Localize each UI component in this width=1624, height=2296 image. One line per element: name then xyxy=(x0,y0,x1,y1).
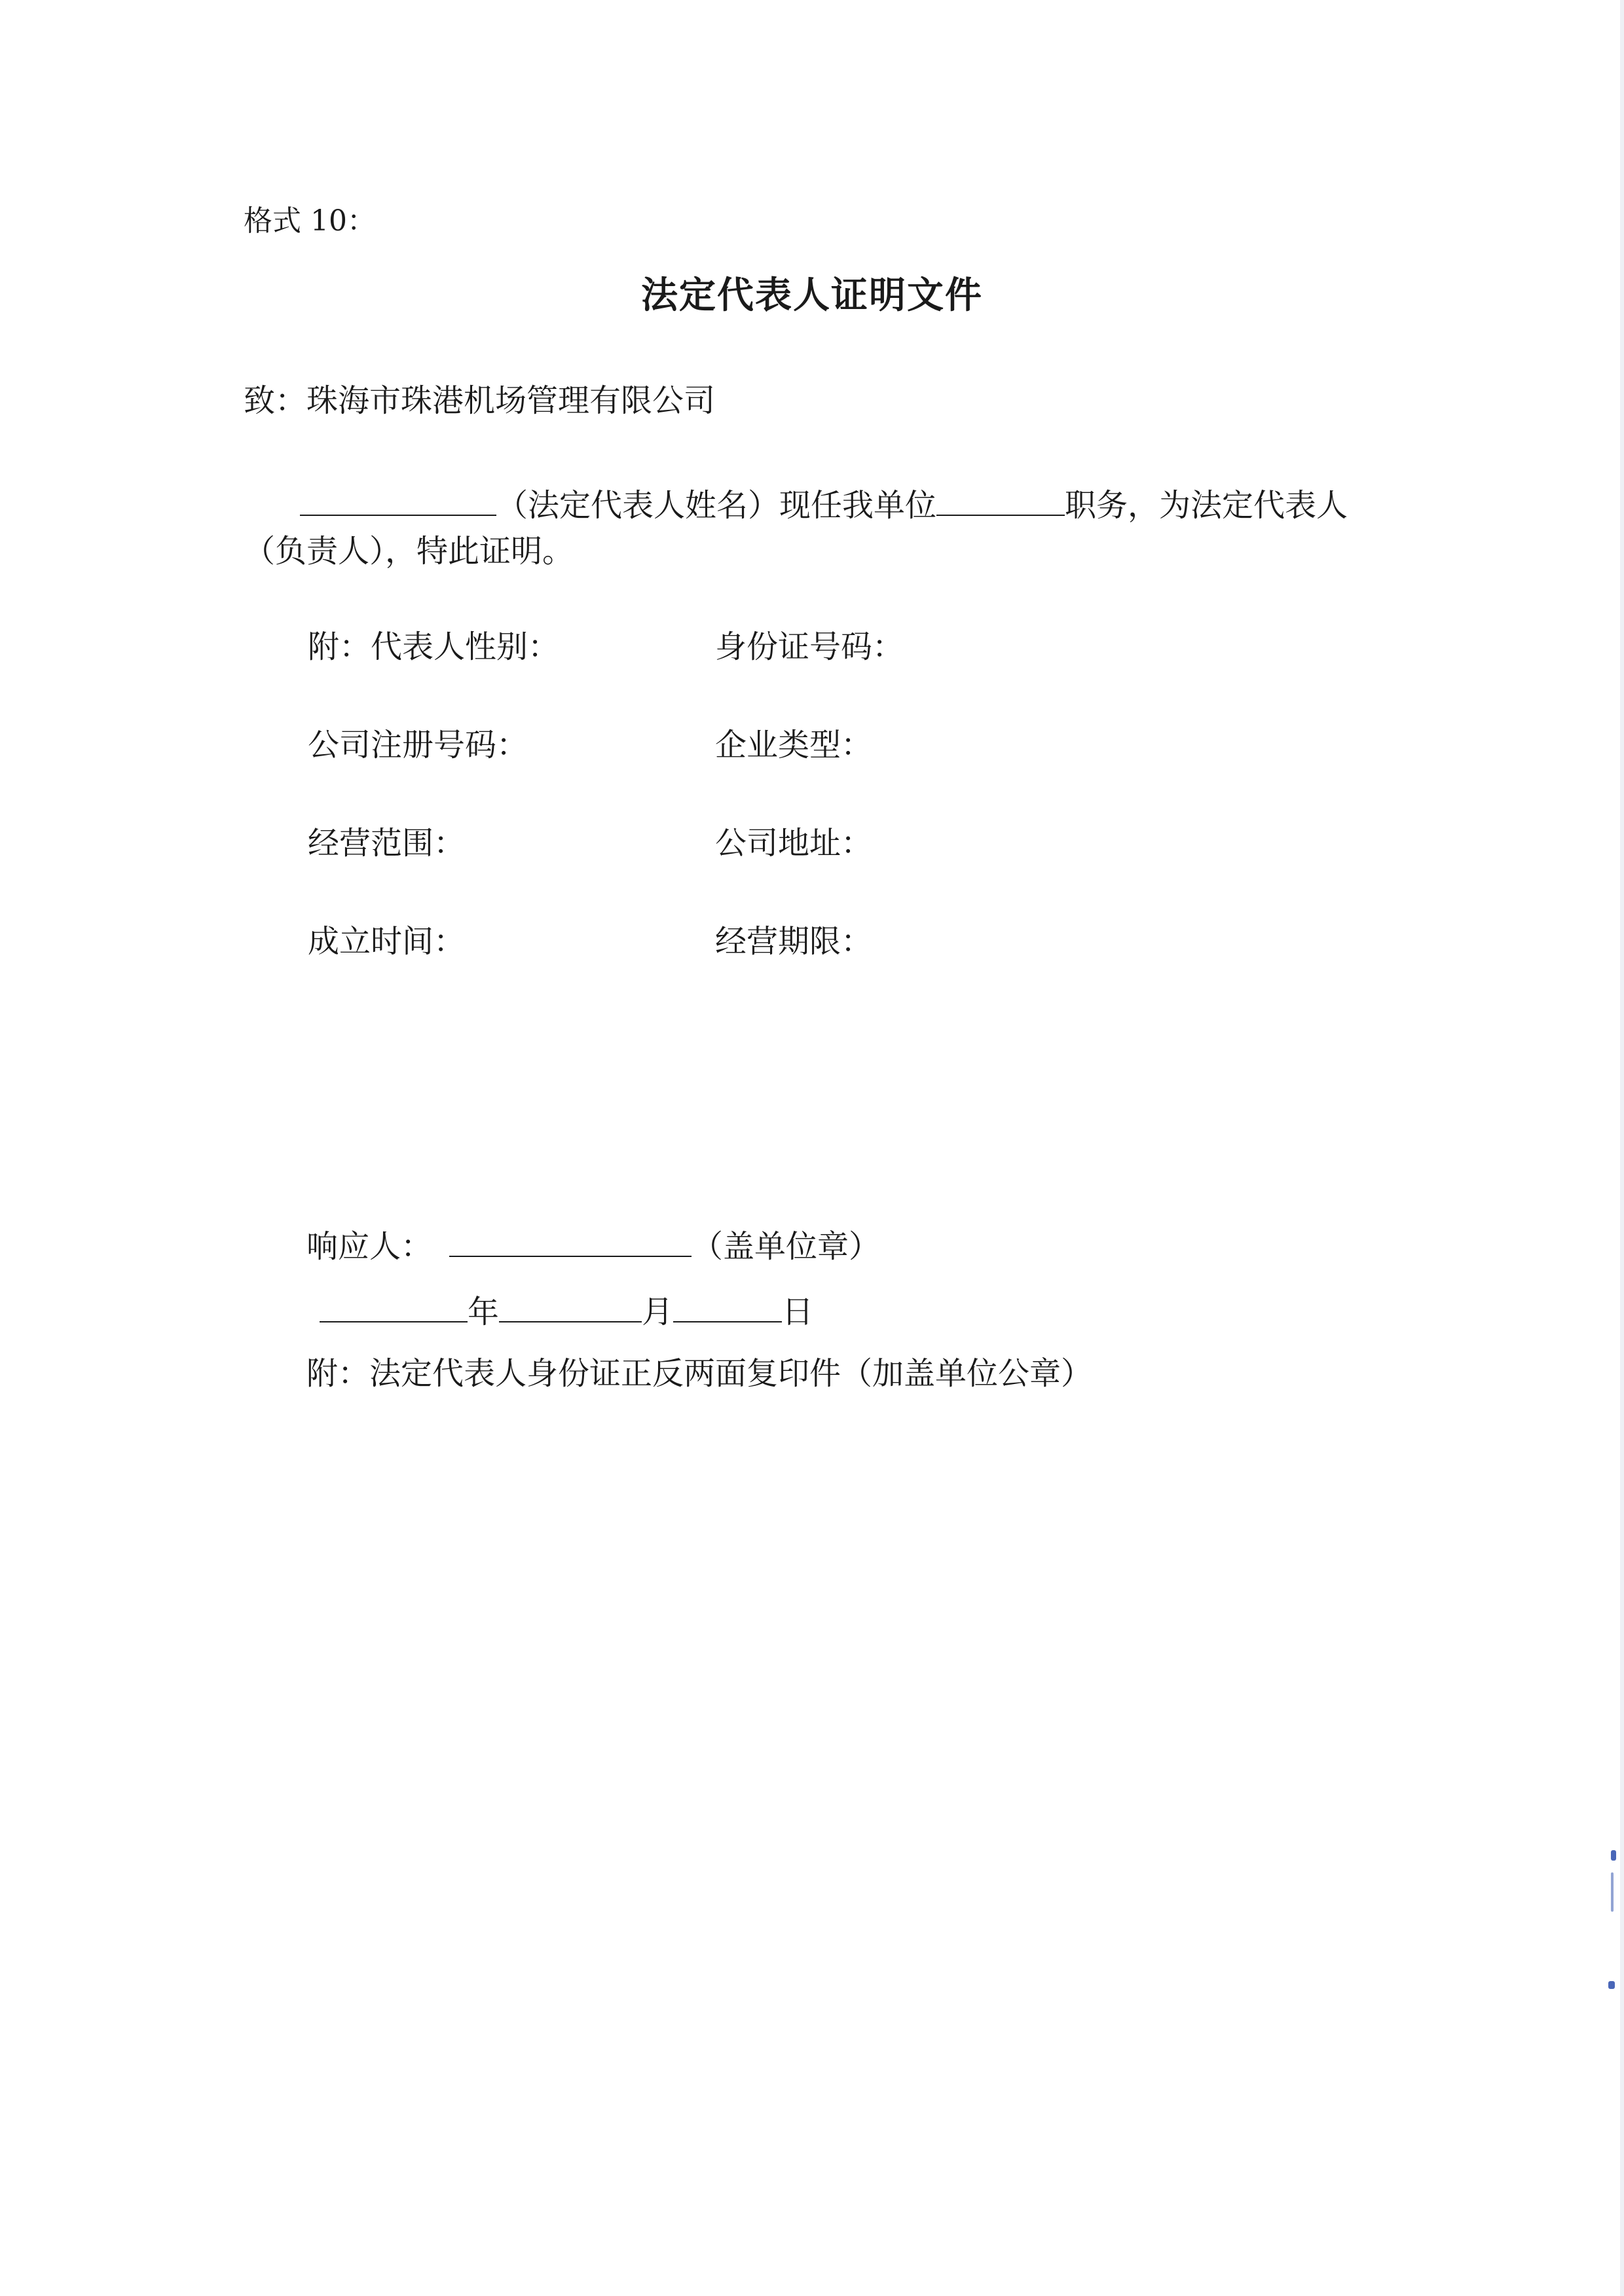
day-label: 日 xyxy=(782,1294,814,1330)
attachment-note: 附：法定代表人身份证正反两面复印件（加盖单位公章） xyxy=(306,1355,1093,1392)
seal-note: （盖单位章） xyxy=(692,1228,881,1265)
scan-edge xyxy=(1620,0,1624,2296)
respondent-line xyxy=(306,1227,881,1265)
year-label: 年 xyxy=(468,1294,500,1330)
statement-part2: 职务，为法定代表人 xyxy=(1065,487,1348,524)
respondent-label: 响应人： xyxy=(306,1228,433,1265)
scan-artifact-mark xyxy=(1611,1850,1616,1861)
statement-part1: （法定代表人姓名）现任我单位 xyxy=(496,487,937,524)
business-term-label: 经营期限： xyxy=(715,923,873,960)
addressee-line: 致：珠海市珠港机场管理有限公司 xyxy=(244,382,716,419)
id-number-label: 身份证号码： xyxy=(715,629,904,665)
format-label: 格式 10： xyxy=(244,204,376,238)
scan-artifact-mark xyxy=(1611,1872,1614,1912)
company-address-label: 公司地址： xyxy=(715,825,873,862)
statement-line-1 xyxy=(300,486,1348,524)
month-label: 月 xyxy=(642,1294,674,1330)
respondent-blank[interactable] xyxy=(449,1227,692,1257)
registration-number-label: 公司注册号码： xyxy=(308,727,528,763)
document-title: 法定代表人证明文件 xyxy=(641,274,983,317)
gender-label: 附：代表人性别： xyxy=(308,629,560,665)
position-blank[interactable] xyxy=(936,486,1065,516)
enterprise-type-label: 企业类型： xyxy=(715,727,873,763)
name-blank[interactable] xyxy=(300,486,496,516)
day-blank[interactable] xyxy=(673,1292,782,1322)
statement-line-2: （负责人），特此证明。 xyxy=(244,533,574,570)
date-line xyxy=(320,1292,813,1328)
year-blank[interactable] xyxy=(320,1292,468,1322)
business-scope-label: 经营范围： xyxy=(308,825,466,862)
scan-artifact-mark xyxy=(1608,1981,1615,1989)
month-blank[interactable] xyxy=(499,1292,642,1322)
established-time-label: 成立时间： xyxy=(308,923,466,960)
